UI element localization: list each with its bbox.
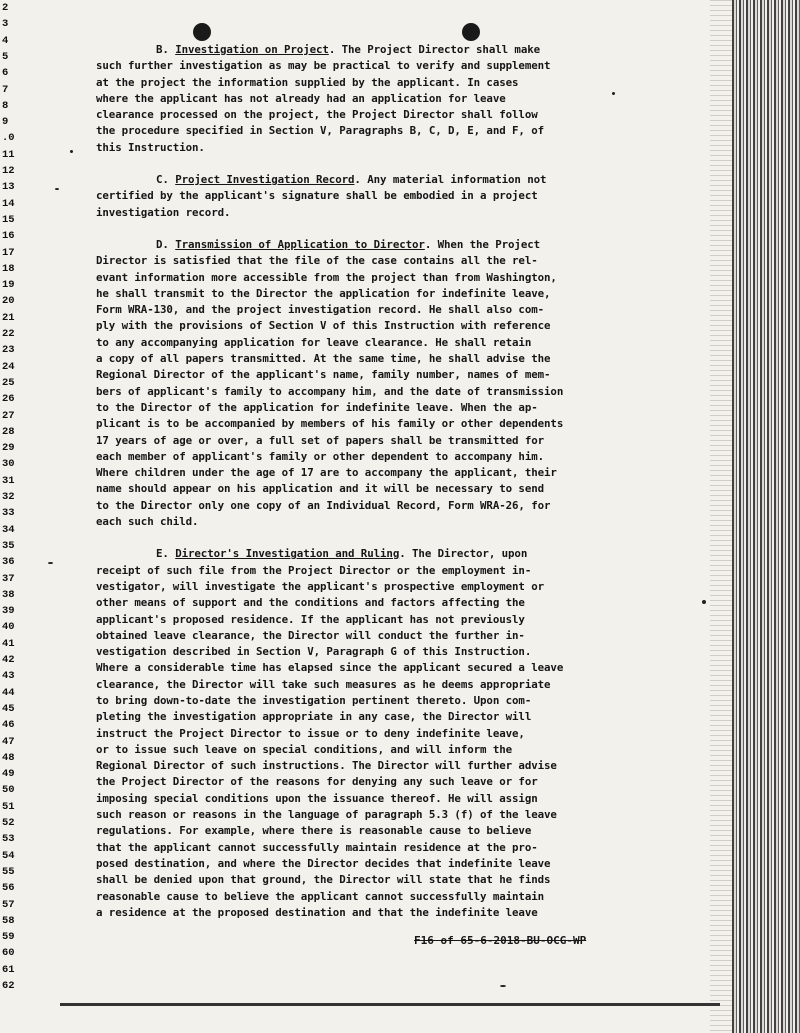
text-line: 17 years of age or over, a full set of papers shall be transmitted for	[96, 433, 545, 447]
line-number: 52	[2, 817, 15, 829]
section-heading: Director's Investigation and Ruling	[175, 547, 400, 561]
section-lead-text: . The Project Director shall make	[328, 43, 541, 56]
text-line: imposing special conditions upon the issuance thereof. He will assign	[96, 791, 538, 805]
text-line: Director is satisfied that the file of the case contains all the rel-	[96, 254, 538, 268]
text-line	[96, 172, 676, 188]
line-number: 32	[2, 491, 15, 503]
text-line: instruct the Project Director to issue or to deny indefinite leave,	[96, 726, 525, 740]
bottom-rule	[60, 1003, 720, 1006]
line-number: 60	[2, 947, 15, 960]
text-line: Where children under the age of 17 are to accompany the applicant, their	[96, 466, 557, 480]
margin-line-numbers	[0, 0, 40, 1033]
text-line: that the applicant cannot successfully maintain residence at the pro-	[96, 840, 538, 854]
text-line: to the Director only one copy of an Individual Record, Form WRA-26, for	[96, 498, 551, 512]
line-number: 21	[2, 311, 15, 324]
text-line	[96, 42, 676, 58]
text-line: certified by the applicant's signature shall be embodied in a project	[96, 189, 538, 203]
line-number: 62	[2, 980, 15, 992]
line-number: 20	[2, 295, 15, 308]
line-number: 41	[2, 637, 15, 650]
section-letter: B.	[156, 43, 176, 56]
paragraph	[96, 42, 676, 156]
line-number: 14	[2, 197, 15, 210]
line-number: 27	[2, 409, 15, 422]
text-line: Where a considerable time has elapsed since the applicant secured a leave	[96, 661, 564, 675]
line-number: 4	[2, 34, 9, 47]
text-line: where the applicant has not already had an application for leave	[96, 91, 506, 105]
paragraph-gap	[96, 221, 676, 237]
text-line	[96, 237, 676, 253]
line-number: 33	[2, 507, 15, 520]
line-number: 59	[2, 931, 15, 944]
text-line: each such child.	[96, 515, 199, 529]
line-number: 26	[2, 393, 15, 406]
text-line: he shall transmit to the Director the application for indefinite leave,	[96, 286, 551, 300]
line-number: 29	[2, 442, 15, 455]
line-number: 7	[2, 83, 9, 96]
line-number: 49	[2, 768, 15, 781]
text-line: ply with the provisions of Section V of this Instruction with reference	[96, 319, 551, 333]
line-number: 57	[2, 898, 15, 911]
text-line: vestigator, will investigate the applicant's prospective employment or	[96, 579, 545, 593]
text-line: clearance, the Director will take such measures as he deems appropriate	[96, 677, 551, 691]
text-line: each member of applicant's family or other dependent to accompany him.	[96, 449, 545, 463]
section-letter: D.	[156, 237, 176, 251]
text-line: to any accompanying application for leave clearance. He shall retain	[96, 335, 532, 349]
text-line: clearance processed on the project, the Project Director shall follow	[96, 108, 538, 122]
text-line: obtained leave clearance, the Director will conduct the further in-	[96, 628, 525, 642]
text-line: other means of support and the conditions and factors affecting the	[96, 596, 525, 610]
text-line: applicant's proposed residence. If the applicant has not previously	[96, 612, 525, 626]
line-number: 9	[2, 116, 9, 129]
line-number: 34	[2, 523, 15, 536]
line-number: 54	[2, 849, 15, 862]
line-number: 2	[2, 2, 9, 14]
line-number: 13	[2, 181, 15, 194]
text-line	[96, 546, 676, 562]
line-number: 24	[2, 360, 15, 373]
text-line: evant information more accessible from the project than from Washington,	[96, 270, 557, 284]
line-number: 25	[2, 376, 15, 389]
scan-noise	[710, 0, 732, 1033]
text-line: the Project Director of the reasons for denying any such leave or for	[96, 775, 538, 789]
line-number: 5	[2, 50, 9, 63]
text-line: posed destination, and where the Director decides that indefinite leave	[96, 856, 551, 870]
scan-speck	[48, 562, 53, 564]
paragraph-gap	[96, 156, 676, 172]
text-line: the procedure specified in Section V, Paragraphs B, C, D, E, and F, of	[96, 124, 545, 138]
line-number: 44	[2, 686, 15, 699]
line-number: 18	[2, 262, 15, 275]
line-number: 45	[2, 702, 15, 715]
document-body	[96, 42, 676, 921]
line-number: 28	[2, 425, 15, 438]
section-lead-text: . Any material information not	[354, 173, 547, 187]
text-line: pleting the investigation appropriate in any case, the Director will	[96, 710, 532, 724]
text-line: plicant is to be accompanied by members of his family or other dependents	[96, 417, 564, 431]
line-number: 23	[2, 344, 15, 357]
line-number: 39	[2, 605, 15, 618]
line-number: 35	[2, 539, 15, 552]
line-number: 42	[2, 654, 15, 666]
scan-speck	[702, 600, 706, 604]
line-number: 46	[2, 719, 15, 732]
line-number: 53	[2, 833, 15, 846]
line-number: 48	[2, 751, 15, 764]
line-number: 61	[2, 963, 15, 976]
line-number: 40	[2, 621, 15, 634]
line-number: 43	[2, 670, 15, 683]
line-number: .0	[2, 132, 15, 145]
section-lead-text: . When the Project	[424, 237, 541, 251]
section-lead-text: . The Director, upon	[399, 547, 528, 561]
line-number: 58	[2, 914, 15, 927]
text-line: name should appear on his application and it will be necessary to send	[96, 482, 545, 496]
text-line: reasonable cause to believe the applicant cannot successfully maintain	[96, 889, 545, 903]
text-line: such reason or reasons in the language of paragraph 5.3 (f) of the leave	[96, 808, 557, 822]
text-line: this Instruction.	[96, 140, 205, 154]
line-number: 55	[2, 865, 15, 878]
line-number: 11	[2, 148, 15, 161]
text-line: to the Director of the application for indefinite leave. When the ap-	[96, 400, 538, 414]
text-line: bers of applicant's family to accompany him, and the date of transmission	[96, 384, 564, 398]
section-heading: Project Investigation Record	[175, 173, 355, 187]
line-number: 36	[2, 556, 15, 569]
text-line: shall be denied upon that ground, the Director will state that he finds	[96, 873, 551, 887]
text-line: at the project the information supplied by the applicant. In cases	[96, 75, 519, 89]
text-line: such further investigation as may be practical to verify and supplement	[96, 59, 551, 73]
scan-speck	[70, 150, 73, 153]
line-number: 12	[2, 165, 15, 177]
text-line: a copy of all papers transmitted. At the same time, he shall advise the	[96, 352, 551, 366]
line-number: 3	[2, 18, 9, 31]
text-line: a residence at the proposed destination and that the indefinite leave	[96, 905, 538, 919]
file-reference: F16 of 65-6-2018-BU-OCG-WP	[414, 934, 587, 947]
paragraph-gap	[96, 530, 676, 546]
section-heading: Investigation on Project	[175, 43, 329, 56]
text-line: Regional Director of such instructions. The Director will further advise	[96, 759, 557, 773]
line-number: 16	[2, 230, 15, 243]
line-number: 17	[2, 246, 15, 259]
paragraph	[96, 546, 676, 921]
scan-speck	[612, 92, 615, 95]
line-number: 6	[2, 67, 9, 80]
line-number: 15	[2, 213, 15, 226]
line-number: 56	[2, 882, 15, 895]
text-line: to bring down-to-date the investigation pertinent thereto. Upon com-	[96, 693, 532, 707]
section-letter: C.	[156, 173, 176, 187]
line-number: 38	[2, 588, 15, 601]
line-number: 51	[2, 800, 15, 813]
punch-hole	[193, 23, 211, 41]
text-line: Regional Director of the applicant's name, family number, names of mem-	[96, 368, 551, 382]
text-line: Form WRA-130, and the project investigation record. He shall also com-	[96, 303, 545, 317]
scan-speck	[55, 188, 59, 190]
section-letter: E.	[156, 547, 176, 561]
line-number: 37	[2, 572, 15, 585]
paragraph	[96, 172, 676, 221]
scan-speck	[500, 985, 506, 987]
line-number: 22	[2, 328, 15, 340]
scan-edge-shadow	[732, 0, 800, 1033]
text-line: vestigation described in Section V, Paragraph G of this Instruction.	[96, 645, 532, 659]
line-number: 8	[2, 99, 9, 112]
text-line: regulations. For example, where there is reasonable cause to believe	[96, 824, 532, 838]
text-line: or to issue such leave on special conditions, and will inform the	[96, 742, 513, 756]
line-number: 19	[2, 279, 15, 292]
line-number: 47	[2, 735, 15, 748]
punch-hole	[462, 23, 480, 41]
text-line: receipt of such file from the Project Director or the employment in-	[96, 563, 532, 577]
text-line: investigation record.	[96, 205, 231, 219]
line-number: 31	[2, 474, 15, 487]
section-heading: Transmission of Application to Director	[175, 237, 425, 251]
paragraph	[96, 237, 676, 530]
line-number: 30	[2, 458, 15, 471]
line-number: 50	[2, 784, 15, 797]
